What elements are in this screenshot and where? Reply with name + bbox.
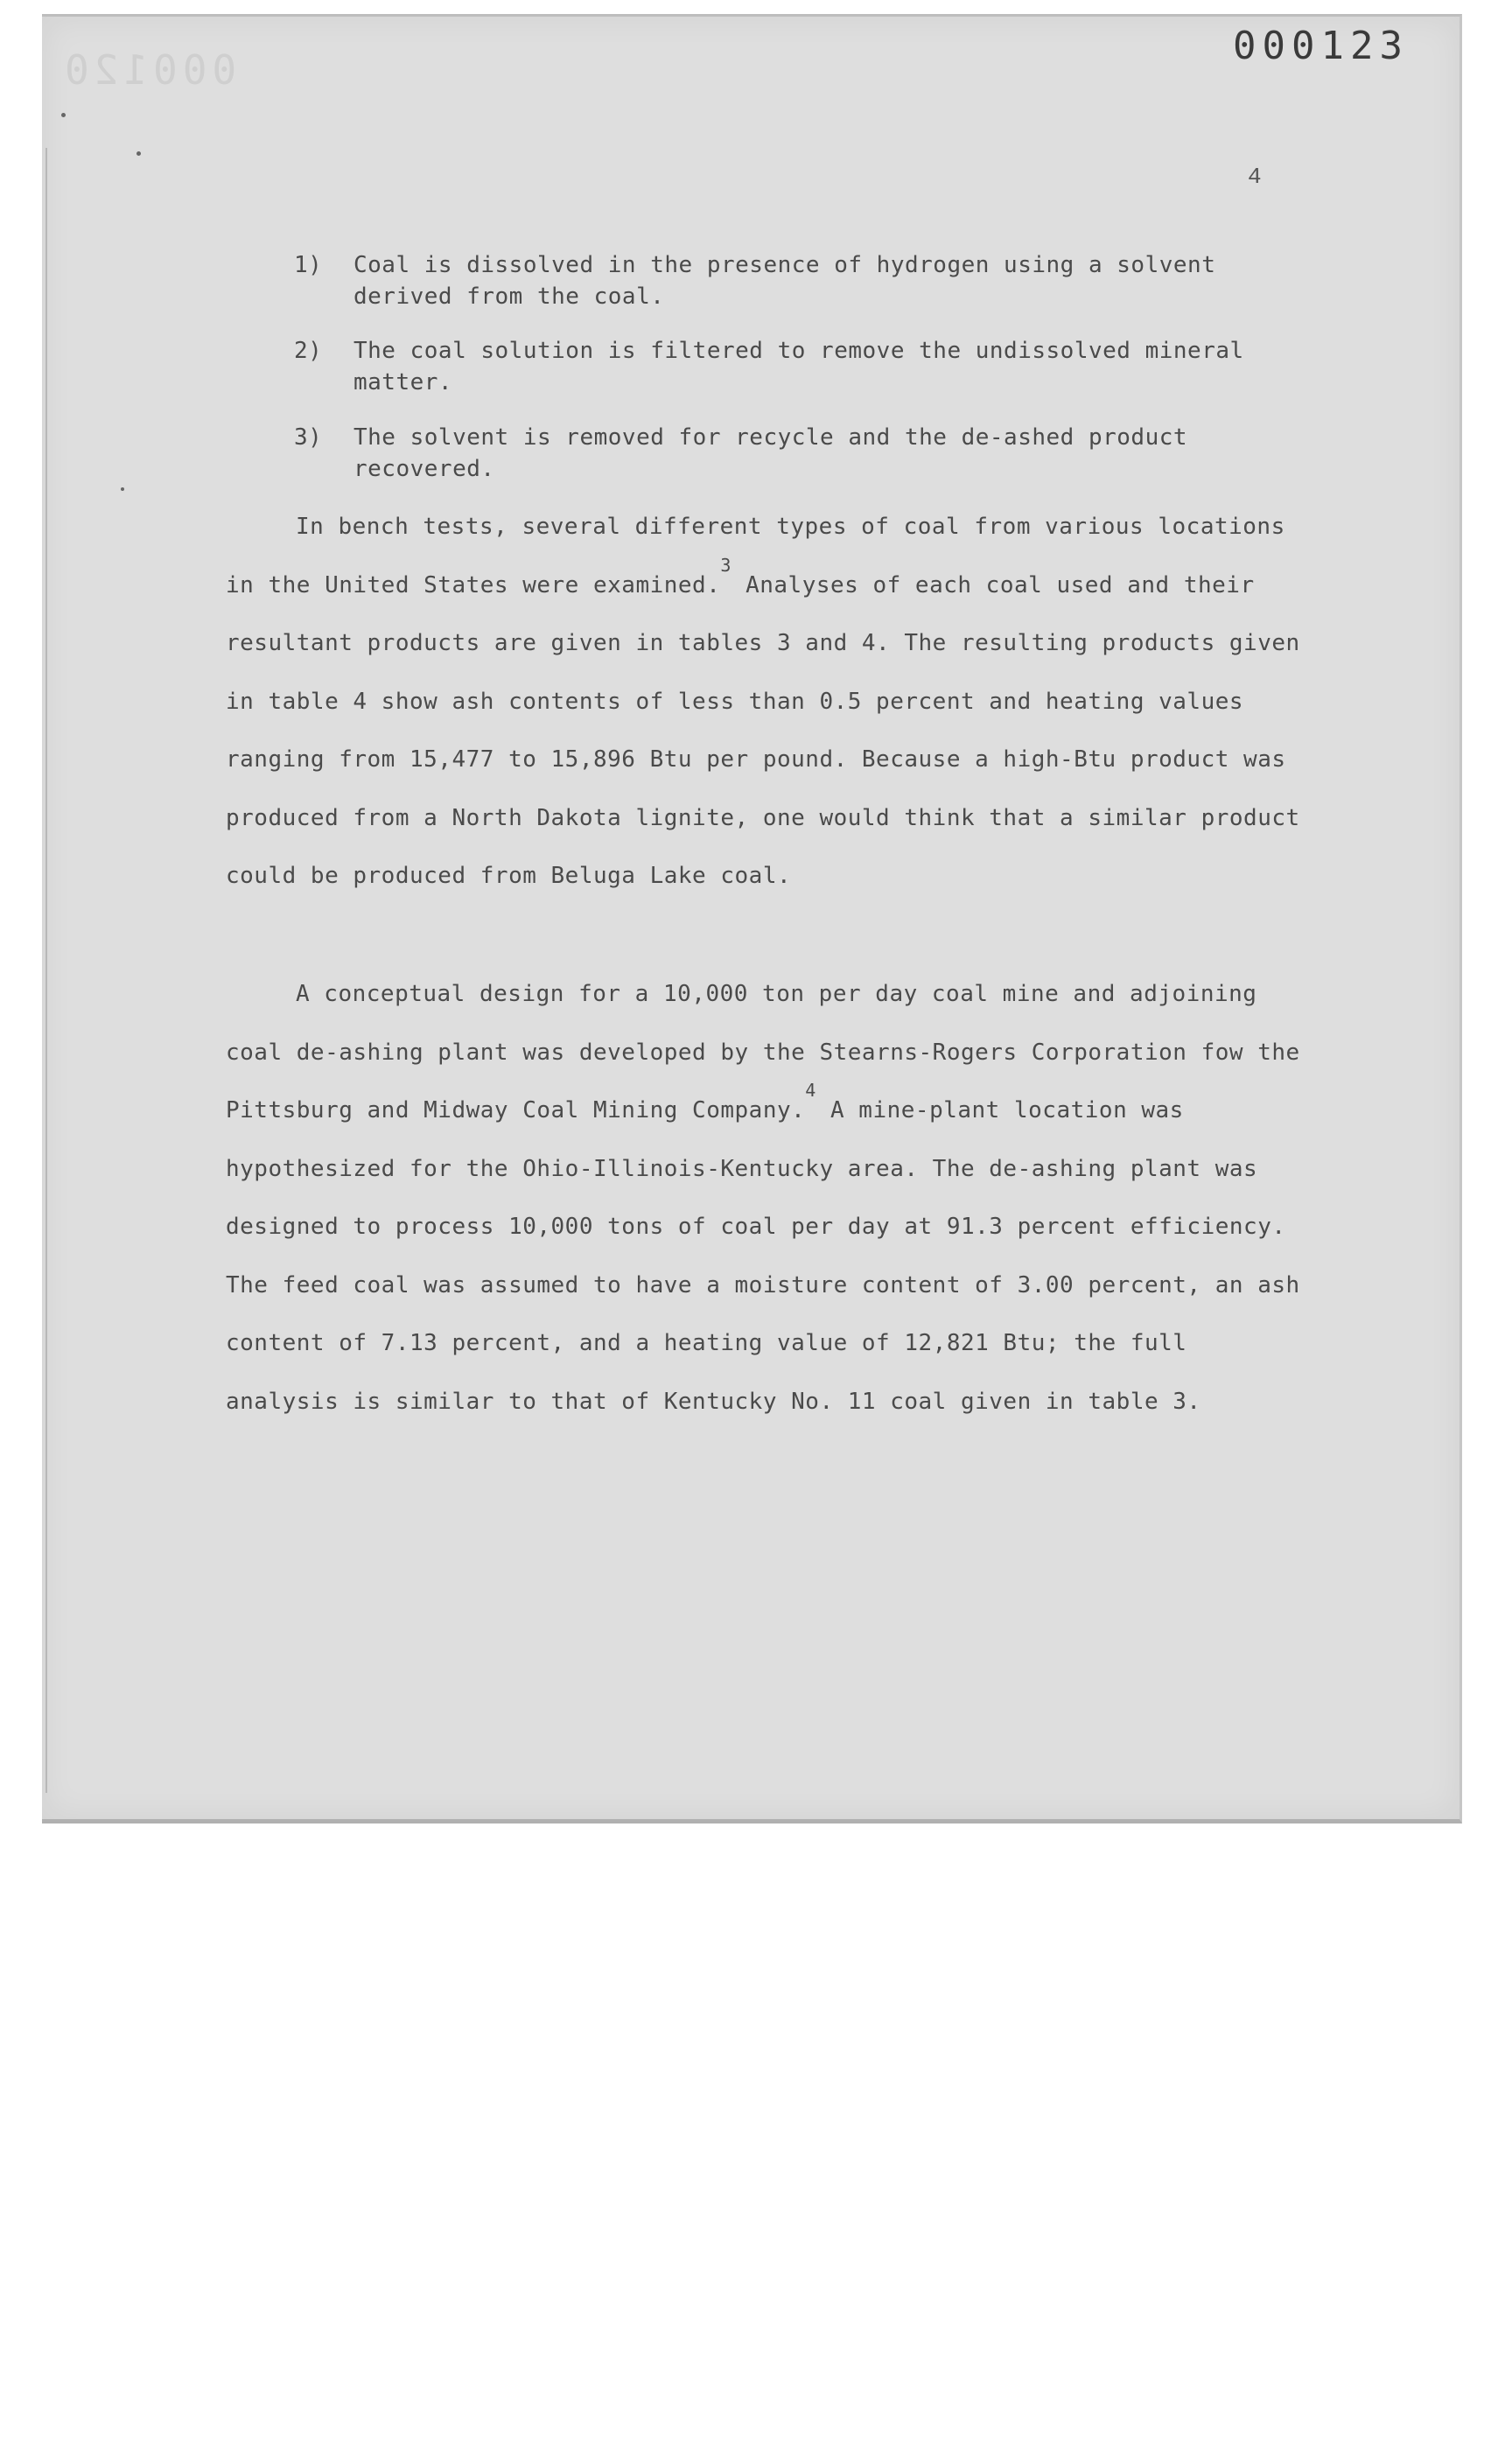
- scan-speck: [136, 151, 141, 156]
- paragraph-text: In bench tests, several different types of coal from various locations in the United States were examined.: [226, 514, 1285, 598]
- paragraph-bench-tests: [226, 498, 1311, 906]
- scanned-page: [42, 14, 1462, 1824]
- step-text: The coal solution is filtered to remove the undissolved mineral matter.: [354, 338, 1244, 396]
- step-text: Coal is dissolved in the presence of hydrogen using a solvent derived from the coal.: [354, 252, 1216, 310]
- paragraph-conceptual-design: [226, 965, 1311, 1431]
- page-number: 4: [1248, 164, 1262, 190]
- paragraph-text: A mine-plant location was hypothesized for the Ohio-Illinois-Kentucky area. The de-ashing plant was designed to process 10,000 tons of coal per day at 91.3 percent efficiency. The feed coal was assumed to have a moisture content of 3.00 percent, an ash content of 7.13 percent, and a heating value of 12,821 Btu; the full analysis is similar to that of Kentucky No. 11 coal given in table 3.: [226, 1097, 1300, 1415]
- paragraph-text: A conceptual design for a 10,000 ton per day coal mine and adjoining coal de-ashing plant was developed by the Stearns-Rogers Corporation fow the Pittsburg and Midway Coal Mining Company.: [226, 981, 1300, 1124]
- step-number: 1): [294, 252, 323, 278]
- step-number: 2): [294, 338, 323, 364]
- stamp-number: 000123: [1233, 24, 1409, 68]
- page-edge-rule: [46, 148, 47, 1793]
- footnote-ref: 3: [720, 554, 732, 576]
- ghost-stamp-number: 000120: [60, 46, 237, 94]
- footnote-ref: 4: [805, 1080, 816, 1101]
- scan-speck: [61, 113, 66, 117]
- paragraph-text: Analyses of each coal used and their resultant products are given in tables 3 and 4. The resulting products given in table 4 show ash contents of less than 0.5 percent and heating values ranging from 15,477 to 15,896 Btu per pound. Because a high-Btu product was produced from a North Dakota lignite, one would think that a similar product could be produced from Beluga Lake coal.: [226, 571, 1300, 889]
- scan-speck: [121, 487, 124, 491]
- step-number: 3): [294, 424, 323, 451]
- step-text: The solvent is removed for recycle and the de-ashed product recovered.: [354, 424, 1188, 482]
